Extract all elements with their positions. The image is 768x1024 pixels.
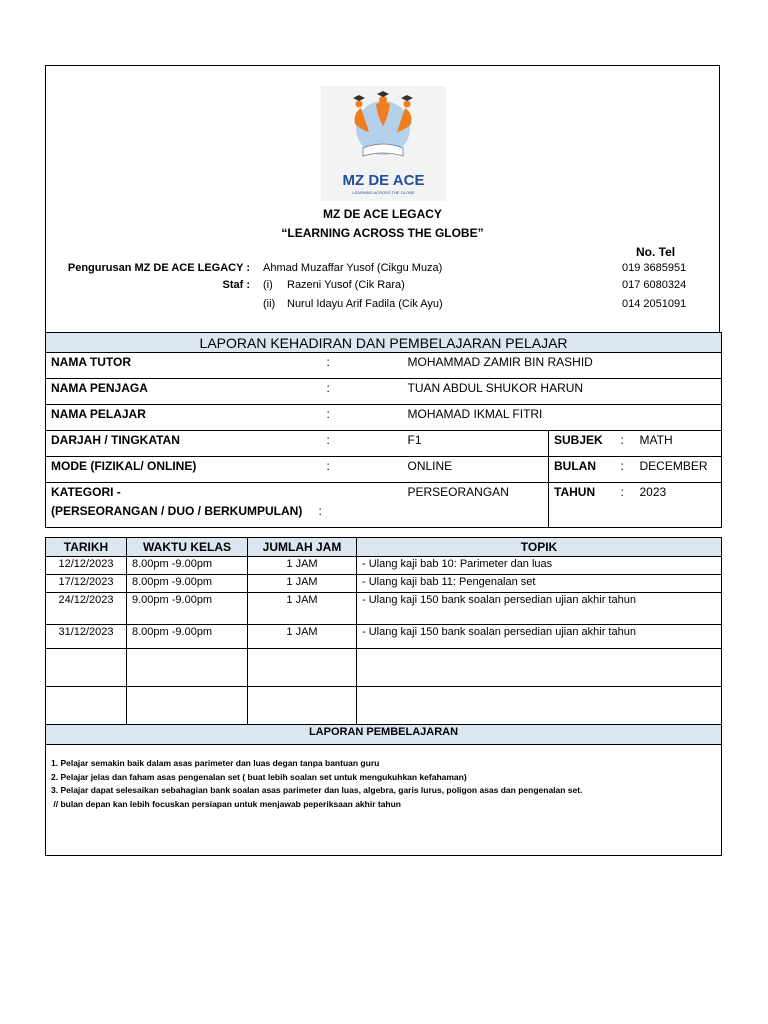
colon: : [621, 457, 635, 483]
colon: : [319, 457, 403, 483]
cell-hours: 1 JAM [248, 557, 357, 575]
cell-time: 9.00pm -9.00pm [127, 593, 248, 625]
colon: : [319, 405, 403, 431]
staff-tel: 014 2051091 [622, 298, 687, 310]
guardian-value: TUAN ABDUL SHUKOR HARUN [403, 379, 722, 405]
cell-empty [127, 687, 248, 725]
info-row-mode [46, 457, 722, 483]
cell-time: 8.00pm -9.00pm [127, 625, 248, 649]
month-label: BULAN [549, 457, 621, 483]
cell-topic: - Ulang kaji 150 bank soalan persedian ujian akhir tahun [357, 625, 722, 649]
staff-name: Razeni Yusof (Cik Rara) [287, 279, 405, 291]
logo-text: MZ DE ACE [342, 172, 425, 189]
tutor-label: NAMA TUTOR [46, 353, 319, 379]
category-label-line1: KATEGORI - [51, 485, 121, 499]
info-row-grade [46, 431, 722, 457]
cell-date: 17/12/2023 [46, 575, 127, 593]
col-header-time: WAKTU KELAS [127, 538, 248, 557]
note-item: 2. Pelajar jelas dan faham asas pengenalan set ( buat lebih soalan set untuk mengukuhkan kefahaman) [51, 771, 467, 782]
subject-label: SUBJEK [549, 431, 621, 457]
cell-empty [357, 687, 722, 725]
staff-num: (ii) [263, 298, 276, 310]
guardian-label: NAMA PENJAGA [46, 379, 319, 405]
colon: : [319, 431, 403, 457]
schedule-table [45, 537, 722, 856]
org-name: MZ DE ACE LEGACY [323, 207, 442, 221]
cell-hours: 1 JAM [248, 593, 357, 625]
management-name: Ahmad Muzaffar Yusof (Cikgu Muza) [263, 262, 443, 274]
cell-empty [46, 649, 127, 687]
learning-notes [46, 745, 722, 856]
student-label: NAMA PELAJAR [46, 405, 319, 431]
info-row-tutor [46, 353, 722, 379]
org-motto: “LEARNING ACROSS THE GLOBE” [281, 226, 484, 240]
table-row [46, 593, 722, 625]
info-row-student [46, 405, 722, 431]
grade-label: DARJAH / TINGKATAN [46, 431, 319, 457]
cell-hours: 1 JAM [248, 625, 357, 649]
table-row [46, 557, 722, 575]
colon: : [319, 353, 403, 379]
learning-report-header [46, 725, 722, 745]
category-value: PERSEORANGAN [403, 483, 549, 528]
info-row-guardian [46, 379, 722, 405]
info-row-category [46, 483, 722, 528]
category-label [46, 483, 319, 528]
cell-hours: 1 JAM [248, 575, 357, 593]
category-label-line2: (PERSEORANGAN / DUO / BERKUMPULAN) [51, 504, 303, 518]
cell-topic: - Ulang kaji 150 bank soalan persedian ujian akhir tahun [357, 593, 722, 625]
tel-header: No. Tel [636, 245, 676, 259]
col-header-hours: JUMLAH JAM [248, 538, 357, 557]
month-value: DECEMBER [635, 457, 722, 483]
note-item: // bulan depan kan lebih focuskan persiapan untuk menjawab peperiksaan akhir tahun [51, 798, 402, 809]
learning-report-title: LAPORAN PEMBELAJARAN [46, 725, 722, 745]
tutor-value: MOHAMMAD ZAMIR BIN RASHID [403, 353, 722, 379]
staff-label: Staf : [222, 279, 250, 291]
report-title: LAPORAN KEHADIRAN DAN PEMBELAJARAN PELAJAR [46, 333, 722, 353]
colon: : [319, 483, 403, 528]
student-value: MOHAMAD IKMAL FITRI [403, 405, 722, 431]
colon: : [621, 483, 635, 528]
cell-date: 12/12/2023 [46, 557, 127, 575]
cell-date: 24/12/2023 [46, 593, 127, 625]
cell-time: 8.00pm -9.00pm [127, 557, 248, 575]
schedule-header-row [46, 538, 722, 557]
cell-date: 31/12/2023 [46, 625, 127, 649]
cell-empty [127, 649, 248, 687]
note-item: 3. Pelajar dapat selesaikan sebahagian bank soalan asas parimeter dan luas, algebra, garis lurus, poligon asas dan pengenalan set. [51, 785, 583, 795]
learning-report-body [46, 745, 722, 856]
org-logo [321, 86, 446, 201]
colon: : [319, 379, 403, 405]
year-value: 2023 [635, 483, 722, 528]
student-info-table [45, 332, 722, 528]
mode-value: ONLINE [403, 457, 549, 483]
cell-empty [248, 687, 357, 725]
colon: : [621, 431, 635, 457]
col-header-topic: TOPIK [357, 538, 722, 557]
cell-topic: - Ulang kaji bab 11: Pengenalan set [357, 575, 722, 593]
cell-empty [248, 649, 357, 687]
logo-tagline: LEARNING ACROSS THE GLOBE [352, 190, 415, 195]
table-row-empty [46, 687, 722, 725]
table-row [46, 575, 722, 593]
staff-tel: 017 6080324 [622, 279, 687, 291]
staff-num: (i) [263, 279, 273, 291]
mode-label: MODE (FIZIKAL/ ONLINE) [46, 457, 319, 483]
year-label: TAHUN [549, 483, 621, 528]
cell-empty [46, 687, 127, 725]
cell-time: 8.00pm -9.00pm [127, 575, 248, 593]
grade-value: F1 [403, 431, 549, 457]
staff-name: Nurul Idayu Arif Fadila (Cik Ayu) [287, 298, 443, 310]
table-row [46, 625, 722, 649]
management-tel: 019 3685951 [622, 262, 687, 274]
table-row-empty [46, 649, 722, 687]
note-item: 1. Pelajar semakin baik dalam asas parimeter dan luas degan tanpa bantuan guru [51, 758, 380, 768]
subject-value: MATH [635, 431, 722, 457]
cell-topic: - Ulang kaji bab 10: Parimeter dan luas [357, 557, 722, 575]
col-header-date: TARIKH [46, 538, 127, 557]
management-label: Pengurusan MZ DE ACE LEGACY : [67, 262, 250, 274]
cell-empty [357, 649, 722, 687]
